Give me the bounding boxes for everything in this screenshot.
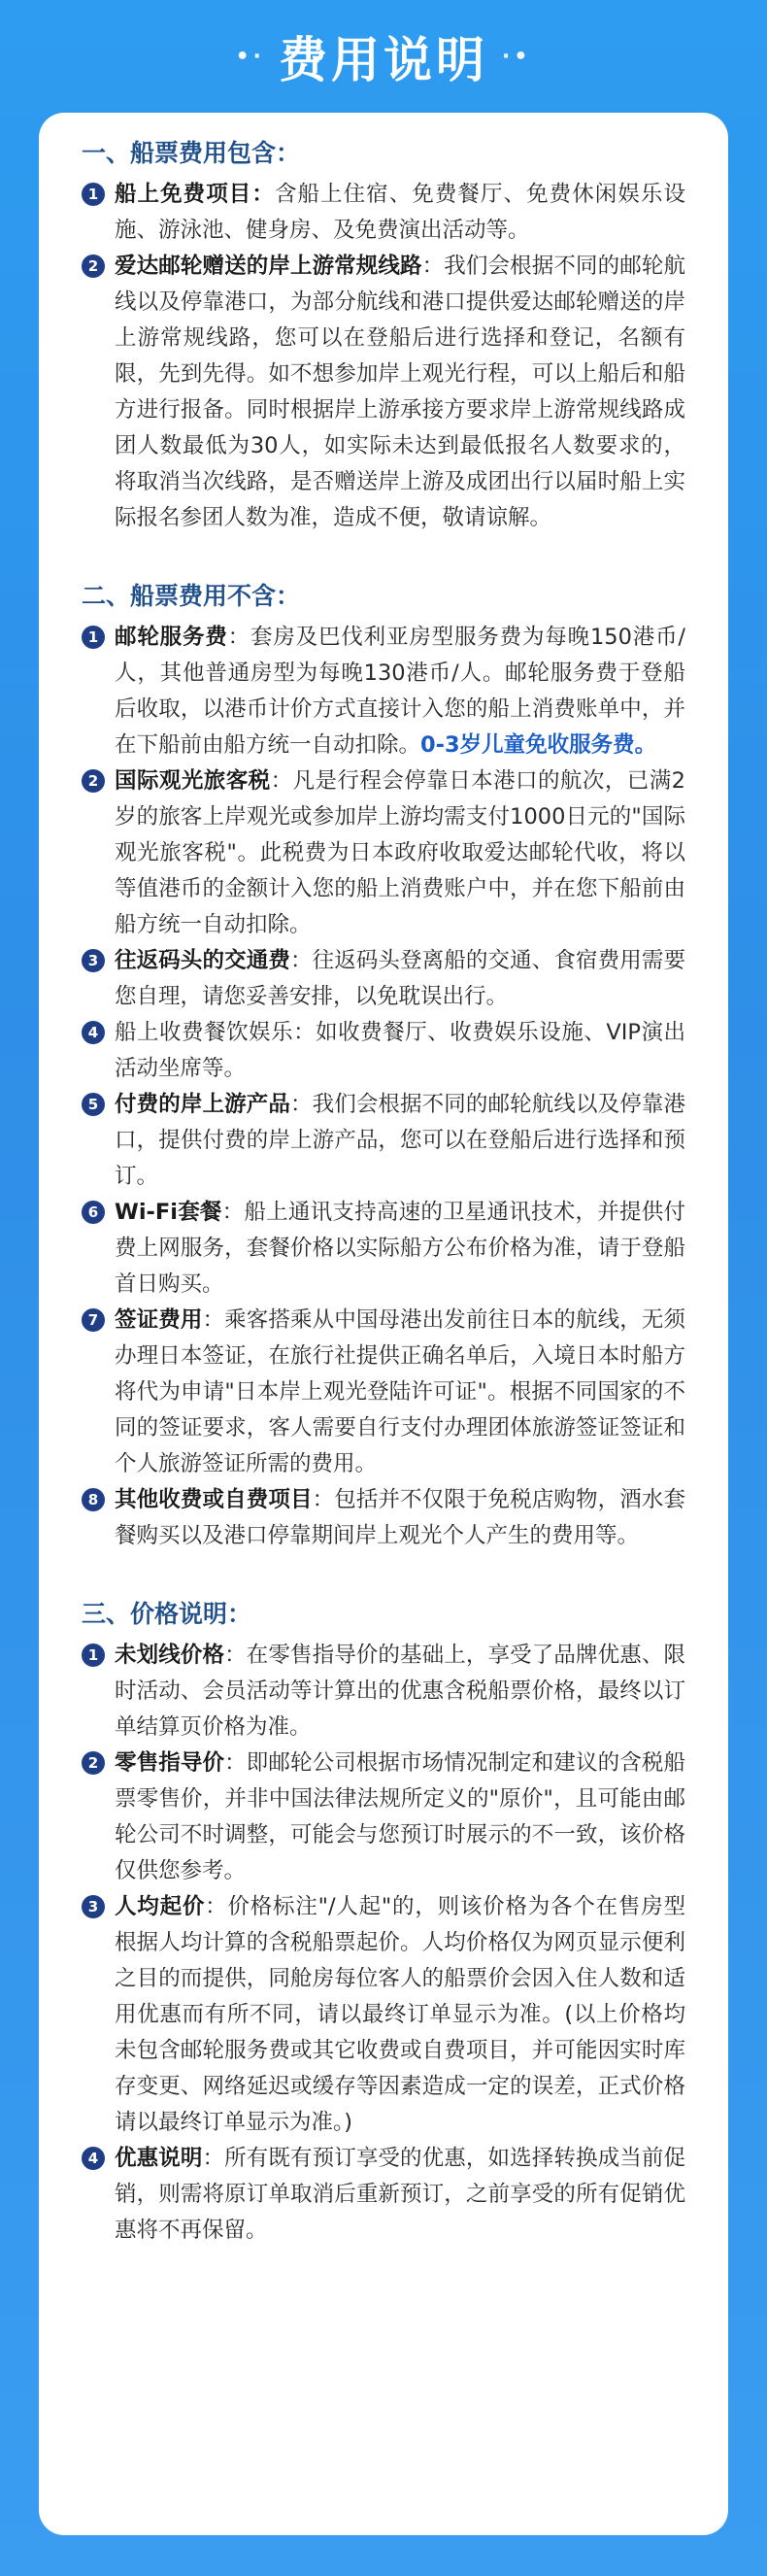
item-text bbox=[115, 177, 685, 249]
item-label: 签证费用 bbox=[115, 1307, 203, 1333]
item-label-separator: ： bbox=[421, 254, 445, 279]
number-badge: 1 bbox=[82, 183, 105, 206]
item-text bbox=[115, 2141, 685, 2249]
item-label: 往返码头的交通费 bbox=[115, 948, 290, 973]
item-label: 爱达邮轮赠送的岸上游常规线路 bbox=[115, 254, 422, 279]
item-text bbox=[115, 1195, 685, 1303]
item-body: 包括并不仅限于免税店购物，酒水套餐购买以及港口停靠期间岸上观光个人产生的费用等。 bbox=[115, 1487, 685, 1548]
item-body: 凡是行程会停靠日本港口的航次，已满2岁的旅客上岸观光或参加岸上游均需支付1000日元的"国际观光旅客税"。此税费为日本政府收取爱达邮轮代收，将以等值港币的金额计入您的船上消费账户中，并在您下船前由船方统一自动扣除。 bbox=[115, 768, 685, 937]
item-label: 优惠说明 bbox=[115, 2146, 203, 2171]
item-text bbox=[115, 1638, 685, 1746]
list-item bbox=[82, 763, 685, 943]
item-body: 我们会根据不同的邮轮航线以及停靠港口，为部分航线和港口提供爱达邮轮赠送的岸上游常规线路，您可以在登船后进行选择和登记，名额有限，先到先得。如不想参加岸上观光行程，可以上船后和船方进行报备。同时根据岸上游承接方要求岸上游常规线路成团人数最低为30人，如实际未达到最低报名人数要求的，将取消当次线路，是否赠送岸上游及成团出行以届时船上实际报名参团人数为准，造成不便，敬请谅解。 bbox=[115, 254, 685, 530]
list-item bbox=[82, 620, 685, 763]
number-badge: 8 bbox=[82, 1488, 105, 1511]
number-badge: 3 bbox=[82, 949, 105, 972]
section-title: 二、船票费用不含： bbox=[82, 582, 301, 610]
item-body: 在零售指导价的基础上，享受了品牌优惠、限时活动、会员活动等计算出的优惠含税船票价格，最终以订单结算页价格为准。 bbox=[115, 1643, 685, 1740]
header-right-decoration: ∙• bbox=[502, 44, 532, 69]
item-label: 船上免费项目 bbox=[115, 182, 252, 207]
list-item bbox=[82, 249, 685, 536]
section-title: 三、价格说明： bbox=[82, 1600, 252, 1628]
item-body: 套房及巴伐利亚房型服务费为每晚150港币/人，其他普通房型为每晚130港币/人。邮轮服务费于登船后收取，以港币计价方式直接计入您的船上消费账单中，并在下船前由船方统一自动扣除。 bbox=[115, 625, 685, 758]
number-badge: 2 bbox=[82, 254, 105, 278]
section-excluded bbox=[82, 579, 685, 1554]
item-label-separator: ： bbox=[227, 625, 250, 650]
number-badge: 3 bbox=[82, 1895, 105, 1918]
list-item bbox=[82, 1482, 685, 1554]
item-body: 所有既有预订享受的优惠，如选择转换成当前促销，则需将原订单取消后重新预订，之前享受的所有促销优惠将不再保留。 bbox=[115, 2146, 685, 2243]
item-label-separator: ： bbox=[289, 948, 313, 973]
list-item bbox=[82, 2141, 685, 2249]
item-label: 其他收费或自费项目 bbox=[115, 1487, 313, 1512]
number-badge: 2 bbox=[82, 1751, 105, 1775]
item-body: 含船上住宿、免费餐厅、免费休闲娱乐设施、游泳池、健身房、及免费演出活动等。 bbox=[115, 182, 685, 243]
item-label-separator: ： bbox=[202, 1307, 225, 1333]
item-label-separator: ： bbox=[221, 1200, 245, 1225]
item-body: 即邮轮公司根据市场情况制定和建议的含税船票零售价，并非中国法律法规所定义的"原价"，且可能由邮轮公司不时调整，可能会与您预订时展示的不一致，该价格仅供您参考。 bbox=[115, 1750, 685, 1883]
number-badge: 6 bbox=[82, 1201, 105, 1224]
item-text bbox=[115, 1015, 685, 1087]
item-body: 往返码头登离船的交通、食宿费用需要您自理，请您妥善安排，以免耽误出行。 bbox=[115, 948, 685, 1009]
item-highlight: 0-3岁儿童免收服务费。 bbox=[420, 732, 657, 758]
number-badge: 1 bbox=[82, 1644, 105, 1667]
list-item bbox=[82, 1889, 685, 2141]
list-item bbox=[82, 1746, 685, 1889]
item-text bbox=[115, 620, 685, 763]
section-title: 一、船票费用包含： bbox=[82, 139, 301, 167]
item-text bbox=[115, 249, 685, 536]
item-label-separator: ： bbox=[224, 1750, 247, 1776]
item-text bbox=[115, 943, 685, 1015]
item-label: 邮轮服务费 bbox=[115, 625, 228, 650]
item-label: Wi-Fi套餐 bbox=[115, 1200, 222, 1225]
item-label-separator: ： bbox=[289, 1092, 313, 1117]
item-body: 我们会根据不同的邮轮航线以及停靠港口，提供付费的岸上游产品，您可以在登船后进行选择和预订。 bbox=[115, 1092, 685, 1189]
page-header bbox=[0, 0, 767, 113]
section-included bbox=[82, 136, 685, 536]
item-label-separator: ： bbox=[202, 2146, 225, 2171]
item-text bbox=[115, 1087, 685, 1195]
list-item bbox=[82, 1087, 685, 1195]
item-text bbox=[115, 1482, 685, 1554]
number-badge: 5 bbox=[82, 1093, 105, 1116]
item-body: 价格标注"/人起"的，则该价格为各个在售房型根据人均计算的含税船票起价。人均价格仅为网页显示便利之目的而提供，同舱房每位客人的船票价会因入住人数和适用优惠而有所不同，请以最终订单显示为准。(以上价格均未包含邮轮服务费或其它收费或自费项目，并可能因实时库存变更、网络延迟或缓存等因素造成一定的误差，正式价格请以最终订单显示为准。) bbox=[115, 1894, 685, 2135]
item-text bbox=[115, 1746, 685, 1889]
item-label: 未划线价格 bbox=[115, 1643, 225, 1668]
section-pricing bbox=[82, 1597, 685, 2249]
item-label: 国际观光旅客税 bbox=[115, 768, 271, 794]
item-label: 零售指导价 bbox=[115, 1750, 225, 1776]
number-badge: 4 bbox=[82, 2147, 105, 2170]
page-title: 费用说明 bbox=[279, 32, 488, 88]
number-badge: 2 bbox=[82, 769, 105, 793]
list-item bbox=[82, 1195, 685, 1303]
number-badge: 7 bbox=[82, 1308, 105, 1332]
item-body: 乘客搭乘从中国母港出发前往日本的航线，无须办理日本签证，在旅行社提供正确名单后，入境日本时船方将代为申请"日本岸上观光登陆许可证"。根据不同国家的不同的签证要求，客人需要自行支付办理团体旅游签证签证和个人旅游签证所需的费用。 bbox=[115, 1307, 685, 1476]
item-label-separator: ： bbox=[224, 1643, 247, 1668]
header-left-decoration: •∙ bbox=[235, 44, 265, 69]
list-item bbox=[82, 943, 685, 1015]
item-label: 人均起价 bbox=[115, 1894, 206, 1919]
item-text bbox=[115, 1889, 685, 2141]
item-body: 船上收费餐饮娱乐：如收费餐厅、收费娱乐设施、VIP演出活动坐席等。 bbox=[115, 1020, 685, 1081]
item-label-separator: ： bbox=[270, 768, 293, 794]
list-item bbox=[82, 1015, 685, 1087]
item-label-separator: ： bbox=[312, 1487, 335, 1512]
content-card bbox=[39, 113, 728, 2535]
item-label-separator: ： bbox=[205, 1894, 228, 1919]
item-text bbox=[115, 763, 685, 943]
list-item bbox=[82, 177, 685, 249]
list-item bbox=[82, 1303, 685, 1482]
number-badge: 4 bbox=[82, 1021, 105, 1044]
item-label-separator: ： bbox=[251, 182, 275, 207]
list-item bbox=[82, 1638, 685, 1746]
item-body: 船上通讯支持高速的卫星通讯技术，并提供付费上网服务，套餐价格以实际船方公布价格为准，请于登船首日购买。 bbox=[115, 1200, 685, 1297]
item-text bbox=[115, 1303, 685, 1482]
number-badge: 1 bbox=[82, 626, 105, 649]
item-label: 付费的岸上游产品 bbox=[115, 1092, 290, 1117]
